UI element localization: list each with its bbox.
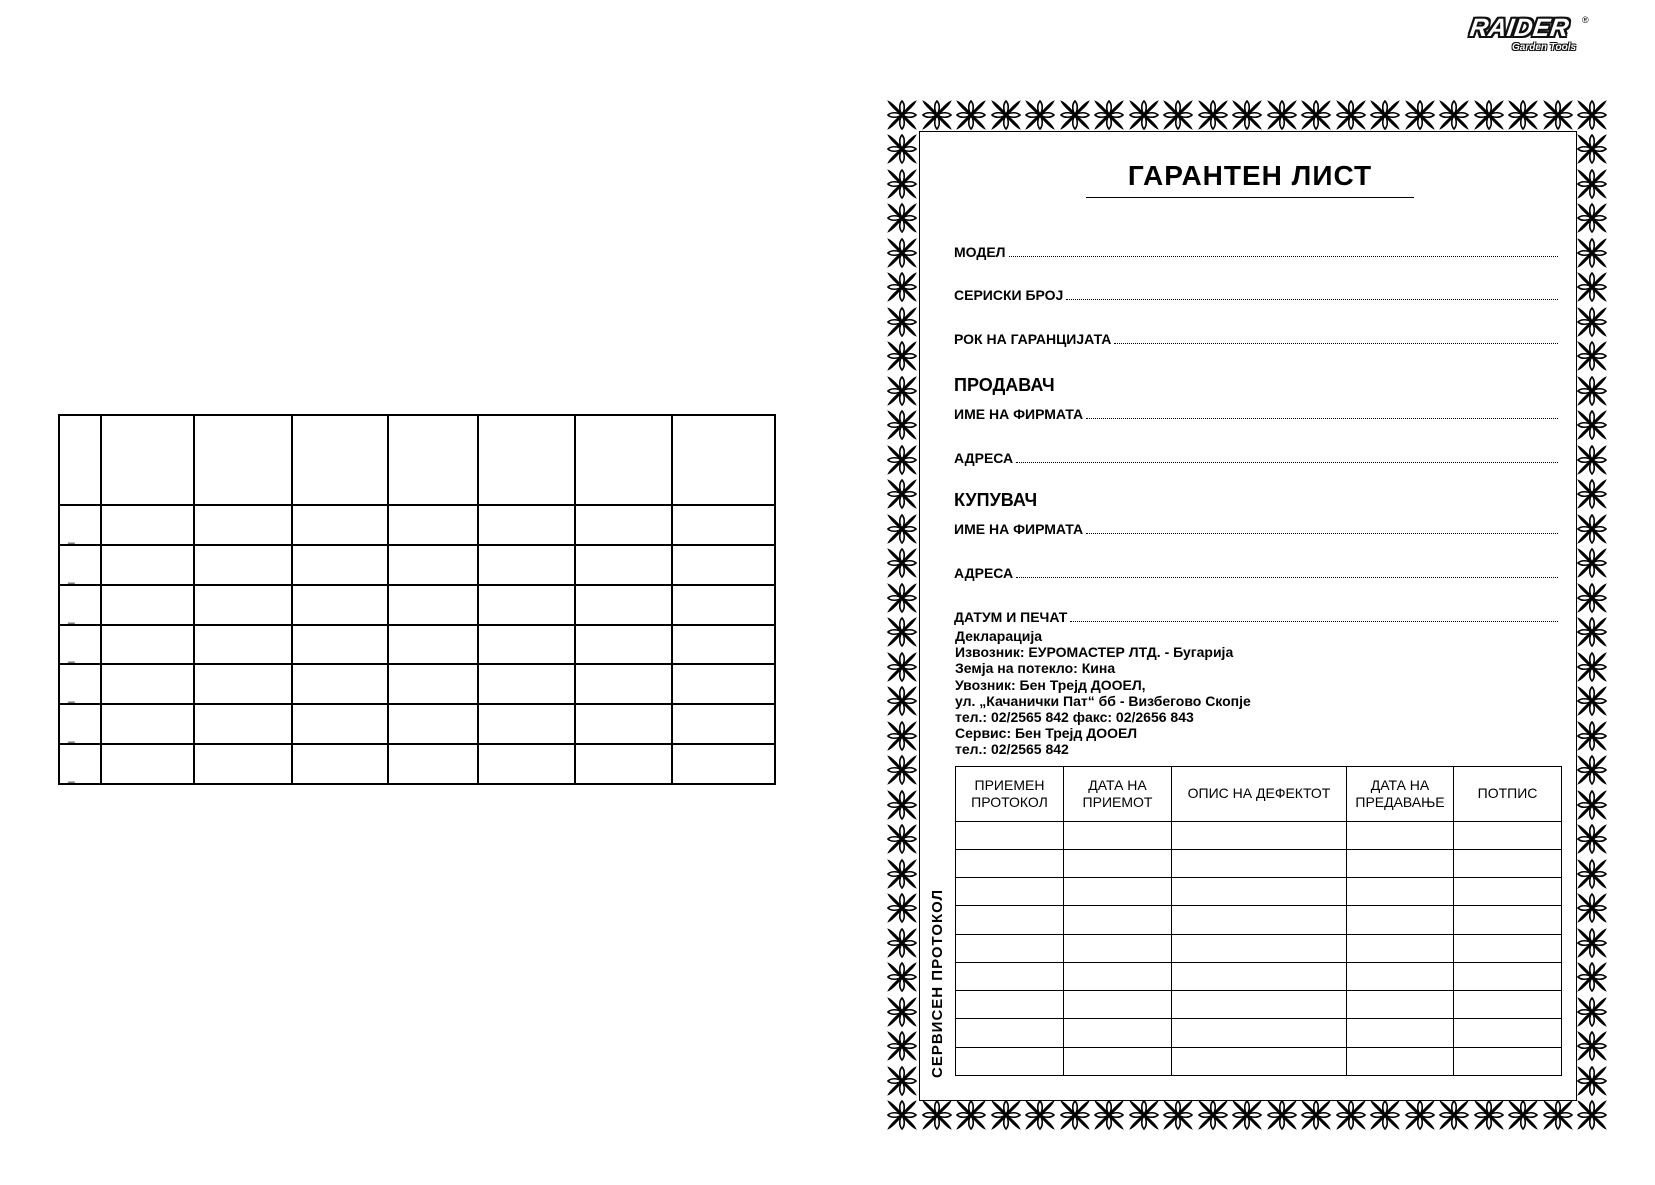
ornament-tile (887, 548, 917, 578)
brand-logo (1470, 14, 1590, 58)
ornament-tile (887, 272, 917, 302)
fill-line (1086, 532, 1558, 534)
service-table-header (956, 767, 1562, 822)
fill-line (1016, 461, 1558, 463)
ornament-tile (887, 307, 917, 337)
ornament-tile (1577, 824, 1607, 854)
ornament-tile (1577, 652, 1607, 682)
table-row (59, 664, 775, 704)
header-cell (59, 415, 101, 505)
declaration-block (955, 628, 1251, 758)
fill-line (1016, 576, 1558, 578)
ornament-tile (1577, 893, 1607, 923)
logo-wordmark: RAIDER (1468, 14, 1571, 42)
table-row (59, 545, 775, 585)
ornament-tile (887, 755, 917, 785)
ornament-tile (1508, 1100, 1538, 1130)
row-marker-cell (59, 704, 101, 744)
ornament-tile (1577, 617, 1607, 647)
fill-line (1066, 298, 1558, 300)
header-received-protocol: ПРИЕМЕН ПРОТОКОЛ (956, 767, 1064, 822)
row-marker-cell (59, 744, 101, 784)
row-marker: _ (68, 769, 75, 783)
warranty-term-field[interactable] (954, 331, 1558, 347)
fill-line (1086, 417, 1558, 419)
ornament-tile (1577, 548, 1607, 578)
ornament-tile (1094, 100, 1124, 130)
ornament-tile (887, 134, 917, 164)
buyer-heading: КУПУВАЧ (954, 490, 1038, 510)
ornament-tile (956, 100, 986, 130)
ornament-tile (1060, 1100, 1090, 1130)
row-marker: _ (68, 689, 75, 704)
header-signature: ПОТПИС (1454, 767, 1562, 822)
ornament-tile (1577, 376, 1607, 406)
ornament-tile (1577, 583, 1607, 613)
seller-heading: ПРОДАВАЧ (954, 375, 1055, 395)
header-cell (194, 415, 292, 505)
date-stamp-field[interactable] (954, 609, 1558, 625)
ornament-tile (1577, 686, 1607, 716)
header-cell (672, 415, 775, 505)
ornament-tile (1198, 1100, 1228, 1130)
ornament-tile (887, 652, 917, 682)
fill-line (1114, 342, 1558, 344)
ornament-tile (1336, 1100, 1366, 1130)
ornament-tile (887, 1066, 917, 1096)
seller-address-label: АДРЕСА (954, 450, 1014, 466)
ornament-tile (922, 1100, 952, 1130)
ornament-tile (887, 997, 917, 1027)
ornament-tile (1577, 272, 1607, 302)
ornament-tile (1198, 100, 1228, 130)
header-cell (101, 415, 194, 505)
header-receipt-date: ДАТА НА ПРИЕМОТ (1064, 767, 1172, 822)
ornament-tile (1577, 100, 1607, 130)
ornament-tile (1577, 1100, 1607, 1130)
fill-line (1009, 255, 1558, 257)
ornament-tile (1163, 1100, 1193, 1130)
row-marker: _ (68, 649, 75, 664)
ornament-tile (1060, 100, 1090, 130)
ornament-tile (887, 928, 917, 958)
ornament-tile (887, 376, 917, 406)
ornament-tile (1577, 1066, 1607, 1096)
ornament-tile (1267, 1100, 1297, 1130)
declaration-line: Увозник: Бен Трејд ДООЕЛ, (955, 676, 1146, 693)
ornament-tile (1577, 790, 1607, 820)
table-row[interactable] (956, 962, 1562, 990)
ornament-tile (887, 617, 917, 647)
ornament-tile (1577, 962, 1607, 992)
seller-company-label: ИМЕ НА ФИРМАТА (954, 406, 1084, 422)
row-marker: _ (68, 729, 75, 744)
logo-registered-mark: ® (1582, 15, 1589, 25)
ornament-tile (887, 238, 917, 268)
row-marker: _ (68, 609, 75, 624)
ornament-tile (1474, 1100, 1504, 1130)
table-row[interactable] (956, 821, 1562, 849)
ornament-tile (1577, 134, 1607, 164)
row-marker-cell (59, 664, 101, 704)
ornament-tile (1232, 100, 1262, 130)
ornament-tile (887, 583, 917, 613)
buyer-company-field[interactable] (954, 521, 1558, 537)
model-field[interactable] (954, 244, 1558, 260)
ornament-tile (1577, 997, 1607, 1027)
ornament-tile (991, 1100, 1021, 1130)
ornament-tile (1267, 100, 1297, 130)
ornament-tile (1577, 203, 1607, 233)
ornament-tile (1474, 100, 1504, 130)
ornament-tile (1094, 1100, 1124, 1130)
warranty-term-label: РОК НА ГАРАНЦИЈАТА (954, 331, 1112, 347)
ornament-tile (1577, 341, 1607, 371)
declaration-line: ул. „Качанички Пат“ бб - Визбегово Скопјe (955, 692, 1251, 709)
header-cell (478, 415, 575, 505)
table-row[interactable] (956, 849, 1562, 877)
row-marker-cell (59, 585, 101, 625)
ornament-tile (1163, 100, 1193, 130)
table-row[interactable] (956, 1019, 1562, 1047)
buyer-address-field[interactable] (954, 565, 1558, 581)
ornament-tile (1405, 1100, 1435, 1130)
row-marker-cell (59, 505, 101, 545)
ornament-tile (1232, 1100, 1262, 1130)
header-defect-description: ОПИС НА ДЕФЕКТОТ (1172, 767, 1347, 822)
ornament-tile (1405, 100, 1435, 130)
ornament-tile (887, 514, 917, 544)
ornament-tile (1577, 479, 1607, 509)
table-row (59, 625, 775, 665)
ornament-tile (1025, 100, 1055, 130)
ornament-tile (956, 1100, 986, 1130)
ornament-tile (887, 445, 917, 475)
ornament-tile (887, 962, 917, 992)
ornament-tile (887, 1100, 917, 1130)
fill-line (1070, 620, 1558, 622)
buyer-address-label: АДРЕСА (954, 565, 1014, 581)
ornament-tile (1577, 721, 1607, 751)
ornament-tile (887, 893, 917, 923)
ornament-tile (887, 721, 917, 751)
ornament-tile (1129, 1100, 1159, 1130)
ornament-tile (887, 479, 917, 509)
header-handover-date: ДАТА НА ПРЕДАВАЊЕ (1347, 767, 1454, 822)
ornament-tile (1508, 100, 1538, 130)
table-row (59, 704, 775, 744)
ornament-tile (887, 686, 917, 716)
ornament-tile (1577, 445, 1607, 475)
table-row (59, 585, 775, 625)
ornament-tile (1577, 238, 1607, 268)
table-row[interactable] (956, 991, 1562, 1019)
date-stamp-label: ДАТУМ И ПЕЧАТ (954, 609, 1068, 625)
ornament-tile (1577, 755, 1607, 785)
ornament-tile (887, 203, 917, 233)
ornament-tile (887, 859, 917, 889)
ornament-tile (1577, 859, 1607, 889)
ornament-tile (1336, 100, 1366, 130)
blank-record-table (58, 414, 776, 785)
ornament-tile (1543, 1100, 1573, 1130)
row-marker-cell (59, 545, 101, 585)
table-row[interactable] (956, 1047, 1562, 1075)
ornament-tile (1129, 100, 1159, 130)
table-header-row (59, 415, 775, 505)
ornament-tile (1370, 100, 1400, 130)
ornament-tile (887, 824, 917, 854)
declaration-line: Декларација (955, 628, 1043, 644)
ornament-tile (887, 1031, 917, 1061)
model-label: МОДЕЛ (954, 244, 1006, 260)
ornament-tile (1301, 100, 1331, 130)
header-cell (388, 415, 478, 505)
ornament-tile (1577, 307, 1607, 337)
ornament-tile (1577, 169, 1607, 199)
row-marker-cell (59, 625, 101, 665)
ornament-tile (922, 100, 952, 130)
row-marker: _ (68, 529, 75, 544)
ornament-tile (1025, 1100, 1055, 1130)
table-row[interactable] (956, 878, 1562, 906)
service-protocol-label: СЕРВИСЕН ПРОТОКОЛ (929, 889, 946, 1078)
table-row (59, 744, 775, 784)
seller-company-field[interactable] (954, 406, 1558, 422)
seller-address-field[interactable] (954, 450, 1558, 466)
ornament-tile (1543, 100, 1573, 130)
ornament-tile (991, 100, 1021, 130)
title-underline (1086, 197, 1414, 198)
ornament-tile (1577, 514, 1607, 544)
declaration-line: Земја на потекло: Кина (955, 660, 1116, 677)
ornament-tile (1577, 1031, 1607, 1061)
declaration-line: тел.: 02/2565 842 (955, 741, 1069, 758)
declaration-line: тел.: 02/2565 842 факс: 02/2656 843 (955, 709, 1194, 726)
ornament-tile (887, 100, 917, 130)
ornament-tile (887, 410, 917, 440)
declaration-line: Сервис: Бен Трејд ДООЕЛ (955, 725, 1138, 742)
serial-number-field[interactable] (954, 287, 1558, 303)
declaration-line: Извозник: ЕУРОМАСТЕР ЛТД. - Бугарија (955, 644, 1234, 661)
ornament-tile (887, 790, 917, 820)
table-row[interactable] (956, 934, 1562, 962)
buyer-company-label: ИМЕ НА ФИРМАТА (954, 521, 1084, 537)
ornament-tile (1301, 1100, 1331, 1130)
serial-number-label: СЕРИСКИ БРОЈ (954, 287, 1064, 303)
warranty-title: ГАРАНТЕН ЛИСТ (1127, 160, 1373, 191)
ornament-tile (1439, 1100, 1469, 1130)
ornament-tile (1577, 410, 1607, 440)
service-protocol-table (955, 766, 1562, 1076)
header-cell (292, 415, 388, 505)
header-cell (575, 415, 672, 505)
ornament-tile (887, 341, 917, 371)
ornament-tile (1577, 928, 1607, 958)
ornament-tile (887, 169, 917, 199)
ornament-tile (1370, 1100, 1400, 1130)
row-marker: _ (68, 569, 75, 584)
table-row (59, 505, 775, 545)
table-row[interactable] (956, 906, 1562, 934)
logo-tagline: Garden Tools (1512, 42, 1577, 53)
ornament-tile (1439, 100, 1469, 130)
